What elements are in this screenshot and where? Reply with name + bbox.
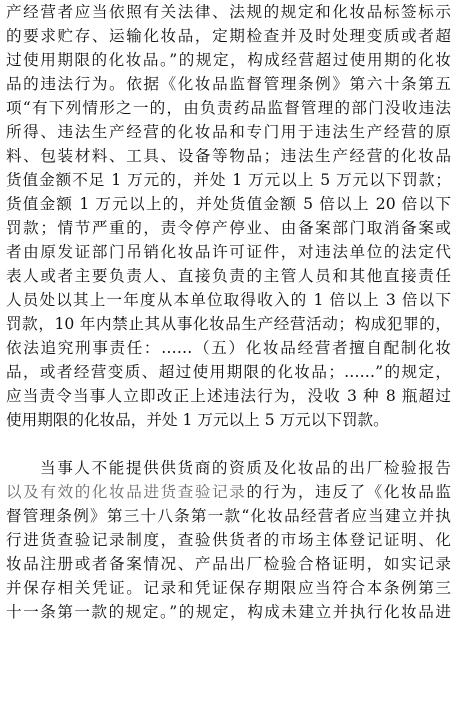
- text-line: 项“有下列情形之一的，由负责药品监督管理的部门没收违法: [6, 99, 451, 117]
- text-line: 督管理条例》第三十八条第一款“化妆品经营者应当建立并执: [6, 507, 451, 525]
- text-line: 并保存相关凭证。记录和凭证保存期限应当符合本条例第三: [6, 579, 451, 597]
- text-fragment: 的行为，违反了《化妆品监: [246, 483, 451, 501]
- faint-text: 以及有效的化妆品进货查验记录: [6, 483, 247, 501]
- text-line: 品，或者经营变质、超过使用期限的化妆品；……”的规定，: [6, 363, 451, 381]
- text-line: 产经营者应当依照有关法律、法规的规定和化妆品标签标示: [6, 3, 451, 21]
- text-line: 妆品注册或者备案情况、产品出厂检验合格证明，如实记录: [6, 555, 451, 573]
- text-line: 货值金额 1 万元以上的，并处货值金额 5 倍以上 20 倍以下: [6, 195, 451, 213]
- text-line: 人员处以其上一年度从本单位取得收入的 1 倍以上 3 倍以下: [6, 291, 451, 309]
- text-line: 罚款；情节严重的，责令停产停业、由备案部门取消备案或: [6, 219, 451, 237]
- text-line: 货值金额不足 1 万元的，并处 1 万元以上 5 万元以下罚款；: [6, 171, 451, 189]
- text-line: 依法追究刑事责任：……（五）化妆品经营者擅自配制化妆: [6, 339, 451, 357]
- text-line: 表人或者主要负责人、直接负责的主管人员和其他直接责任: [6, 267, 451, 285]
- text-line: 使用期限的化妆品，并处 1 万元以上 5 万元以下罚款。: [6, 411, 389, 429]
- text-line: 应当责令当事人立即改正上述违法行为，没收 3 种 8 瓶超过: [6, 387, 451, 405]
- text-line-mixed: [6, 480, 451, 504]
- text-line: 的要求贮存、运输化妆品，定期检查并及时处理变质或者超: [6, 27, 451, 45]
- text-line: 料、包装材料、工具、设备等物品；违法生产经营的化妆品: [6, 147, 451, 165]
- text-line: 罚款，10 年内禁止其从事化妆品生产经营活动；构成犯罪的，: [6, 315, 451, 333]
- text-line: 者由原发证部门吊销化妆品许可证件，对违法单位的法定代: [6, 243, 451, 261]
- text-line: 十一条第一款的规定。”的规定，构成未建立并执行化妆品进: [6, 603, 451, 621]
- text-line: 品的违法行为。依据《化妆品监督管理条例》第六十条第五: [6, 75, 451, 93]
- text-line: 行进货查验记录制度，查验供货者的市场主体登记证明、化: [6, 531, 451, 549]
- text-line: 当事人不能提供供货商的资质及化妆品的出厂检验报告: [40, 459, 451, 477]
- text-line: 过使用期限的化妆品。”的规定，构成经营超过使用期的化妆: [6, 51, 451, 69]
- text-line: 所得、违法生产经营的化妆品和专门用于违法生产经营的原: [6, 123, 451, 141]
